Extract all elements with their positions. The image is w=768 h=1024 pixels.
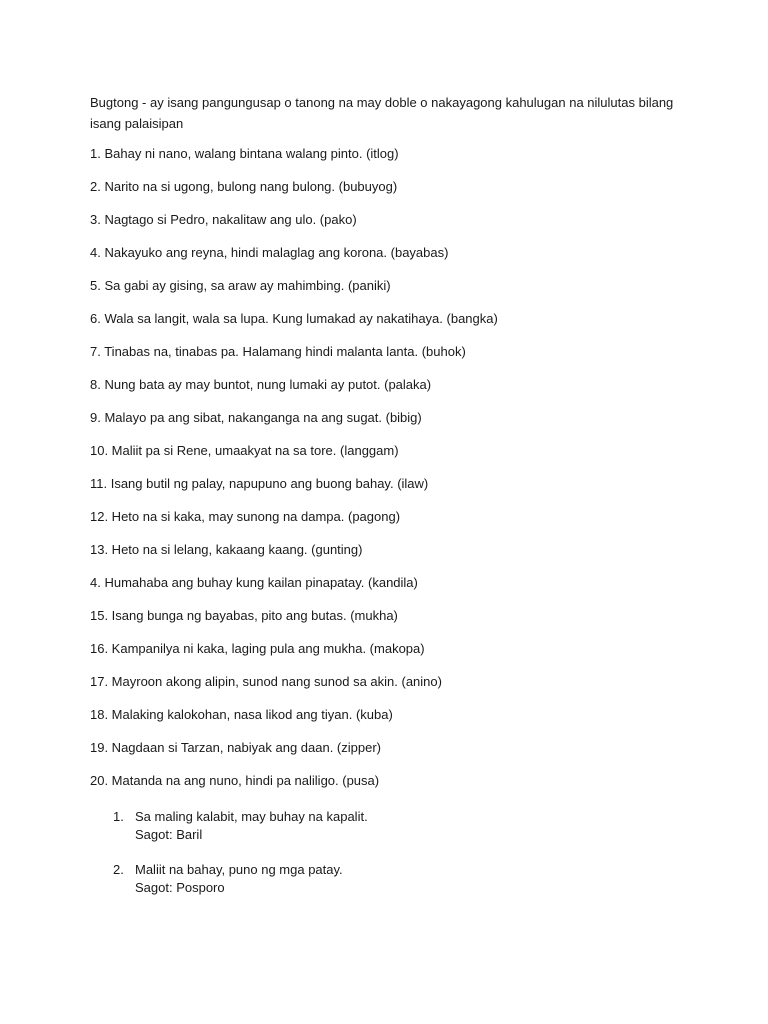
numbered-riddle-item xyxy=(90,861,690,914)
riddle-item: 3. Nagtago si Pedro, nakalitaw ang ulo. (pako) xyxy=(90,212,357,227)
riddle-item: 8. Nung bata ay may buntot, nung lumaki ay putot. (palaka) xyxy=(90,377,432,392)
riddle-item: 4. Humahaba ang buhay kung kailan pinapatay. (kandila) xyxy=(90,575,418,590)
riddle-answer: Sagot: Posporo xyxy=(135,880,225,895)
riddle-item: 9. Malayo pa ang sibat, nakanganga na ang sugat. (bibig) xyxy=(90,410,422,425)
numbered-riddle-list xyxy=(90,808,690,914)
numbered-riddle-item xyxy=(90,808,690,861)
riddle-item: 10. Maliit pa si Rene, umaakyat na sa tore. (langgam) xyxy=(90,443,399,458)
riddle-item: 15. Isang bunga ng bayabas, pito ang butas. (mukha) xyxy=(90,608,398,623)
riddle-question: Sa maling kalabit, may buhay na kapalit. xyxy=(135,809,368,824)
list-number: 1. xyxy=(113,809,124,824)
riddle-item: 1. Bahay ni nano, walang bintana walang pinto. (itlog) xyxy=(90,146,399,161)
riddle-item: 5. Sa gabi ay gising, sa araw ay mahimbing. (paniki) xyxy=(90,278,391,293)
riddle-item: 17. Mayroon akong alipin, sunod nang sunod sa akin. (anino) xyxy=(90,674,442,689)
riddle-item: 2. Narito na si ugong, bulong nang bulong. (bubuyog) xyxy=(90,179,398,194)
riddle-list xyxy=(90,146,690,806)
riddle-item: 4. Nakayuko ang reyna, hindi malaglag ang korona. (bayabas) xyxy=(90,245,449,260)
riddle-item: 19. Nagdaan si Tarzan, nabiyak ang daan. (zipper) xyxy=(90,740,382,755)
riddle-answer: Sagot: Baril xyxy=(135,827,203,842)
riddle-item: 20. Matanda na ang nuno, hindi pa naliligo. (pusa) xyxy=(90,773,380,788)
riddle-item: 18. Malaking kalokohan, nasa likod ang tiyan. (kuba) xyxy=(90,707,393,722)
riddle-item: 16. Kampanilya ni kaka, laging pula ang mukha. (makopa) xyxy=(90,641,425,656)
document-page xyxy=(90,92,690,914)
riddle-item: 11. Isang butil ng palay, napupuno ang buong bahay. (ilaw) xyxy=(90,476,429,491)
riddle-item: 12. Heto na si kaka, may sunong na dampa. (pagong) xyxy=(90,509,401,524)
riddle-question: Maliit na bahay, puno ng mga patay. xyxy=(135,862,343,877)
riddle-item: 6. Wala sa langit, wala sa lupa. Kung lumakad ay nakatihaya. (bangka) xyxy=(90,311,498,326)
definition-paragraph: Bugtong - ay isang pangungusap o tanong na may doble o nakayagong kahulugan na nilulutas bilang isang palaisipan xyxy=(90,95,674,131)
riddle-item: 7. Tinabas na, tinabas pa. Halamang hindi malanta lanta. (buhok) xyxy=(90,344,466,359)
list-number: 2. xyxy=(113,862,124,877)
riddle-item: 13. Heto na si lelang, kakaang kaang. (gunting) xyxy=(90,542,363,557)
